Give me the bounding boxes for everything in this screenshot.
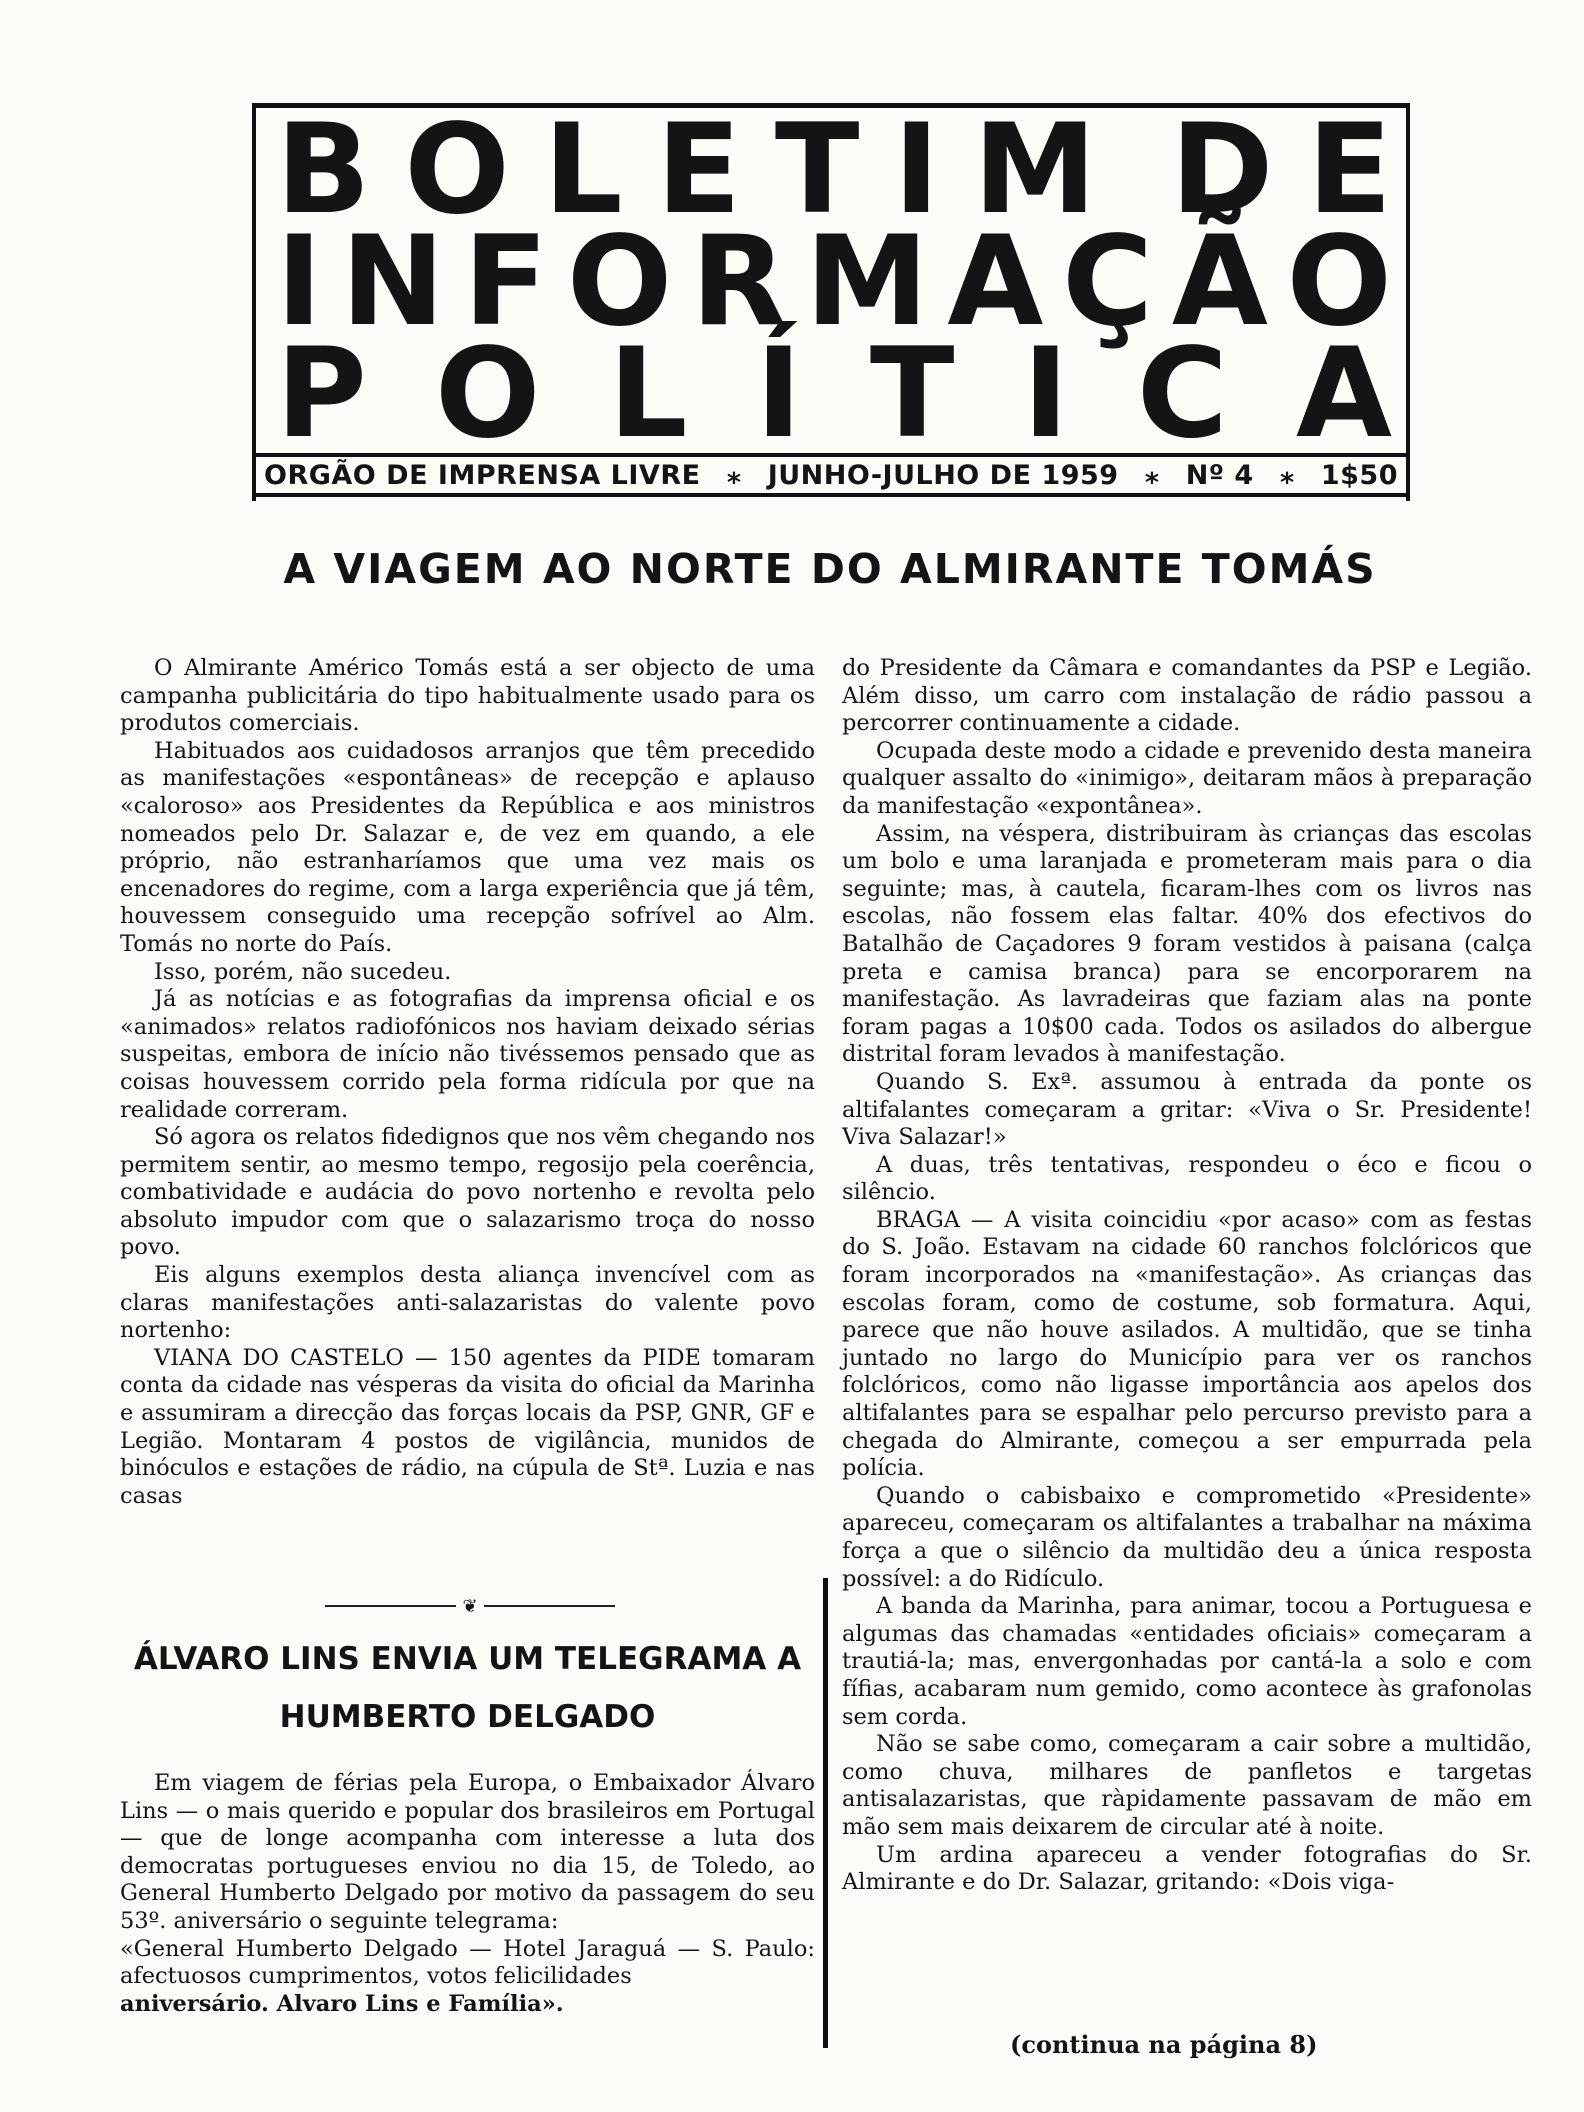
masthead-letter: I — [893, 98, 940, 242]
masthead-letter: D — [1170, 98, 1274, 242]
masthead-letter: E — [656, 98, 742, 242]
article-paragraph: Ocupada deste modo a cidade e prevenido desta maneira qualquer assalto do «inimigo», deitaram mãos à preparação da manifestação «expontânea». — [842, 737, 1532, 819]
telegram-signature: aniversário. Alvaro Lins e Família». — [120, 1990, 564, 2017]
article-paragraph: Só agora os relatos fidedignos que nos vêm chegando nos permitem sentir, ao mesmo tempo, regosijo pela coerência, combatividade e audácia do povo nortenho e revolta pelo absoluto impudor com que o salazarismo troça do nosso povo. — [120, 1124, 815, 1261]
article-paragraph: Não se sabe como, começaram a cair sobre a multidão, como chuva, milhares de panfletos e targetas antisalazaristas, que ràpidamente passavam de mão em mão sem mais deixarem de circular até à noite. — [842, 1731, 1532, 1840]
article-paragraph: do Presidente da Câmara e comandantes da PSP e Legião. Além disso, um carro com instalação de rádio passou a percorrer continuamente a cidade. — [842, 655, 1532, 737]
article-paragraph: O Almirante Américo Tomás está a ser objecto de uma campanha publicitária do tipo habitualmente usado para os produtos comerciais. — [120, 655, 815, 737]
ornament-icon: ❦ — [462, 1595, 478, 1617]
article-paragraph: VIANA DO CASTELO — 150 agentes da PIDE tomaram conta da cidade nas vésperas da visita do oficial da Marinha e assumiram a direcção das forças locais da PSP, GNR, GF e Legião. Montaram 4 postos de vigilância, munidos de binóculos e estações de rádio, na cúpula de Stª. Luzia e nas casas — [120, 1344, 815, 1509]
article-paragraph: Quando S. Exª. assumou à entrada da ponte os altifalantes começaram a gritar: «Viva o Sr. Presidente! Viva Salazar!» — [842, 1068, 1532, 1151]
masthead-letter: R — [691, 210, 787, 354]
issue-price: 1$50 — [1320, 459, 1398, 491]
masthead-letter: Ã — [1171, 210, 1268, 354]
masthead-letter: N — [340, 210, 445, 354]
second-article-title-line: ÁLVARO LINS ENVIA UM TELEGRAMA A — [133, 1641, 802, 1677]
second-article-body — [120, 1770, 815, 2018]
issue-number: Nº 4 — [1185, 459, 1254, 491]
masthead-letter: A — [1295, 322, 1392, 466]
article-column-right — [842, 655, 1532, 1897]
masthead-letter: T — [774, 98, 860, 242]
star-icon: ⁎ — [1144, 459, 1160, 491]
masthead-letter: L — [543, 98, 623, 242]
masthead — [252, 98, 1410, 501]
article-paragraph: Já as notícias e as fotografias da imprensa oficial e os «animados» relatos radiofónicos nos haviam deixado sérias suspeitas, embora de início não tivéssemos pensado que as coisas houvessem corrido pela forma ridícula por que na realidade correram. — [120, 986, 815, 1123]
masthead-letter: E — [1307, 98, 1392, 242]
continued-on-page-note: (continua na página 8) — [1010, 2030, 1318, 2059]
second-article-title — [120, 1630, 815, 1746]
main-headline: A VIAGEM AO NORTE DO ALMIRANTE TOMÁS — [283, 545, 1377, 593]
masthead-letter: I — [1022, 322, 1069, 466]
article-paragraph: Quando o cabisbaixo e comprometido «Presidente» apareceu, começaram os altifalantes a trabalhar na máxima força a que o silêncio da multidão deu a única resposta possível: a do Ridículo. — [842, 1482, 1532, 1592]
article-paragraph: Habituados aos cuidadosos arranjos que têm precedido as manifestações «espontâneas» de recepção e aplauso «caloroso» aos Presidentes da República e aos ministros nomeados pelo Dr. Salazar e, de vez em quando, a ele próprio, não estranharíamos que uma vez mais os encenadores do regime, com a larga experiência que já têm, houvessem conseguido uma recepção sofrível ao Alm. Tomás no norte do País. — [120, 737, 815, 957]
column-rule — [823, 1578, 828, 2048]
article-paragraph: A duas, três tentativas, respondeu o éco e ficou o silêncio. — [842, 1151, 1532, 1206]
masthead-letter: Í — [755, 322, 802, 466]
masthead-letter: P — [276, 322, 367, 466]
masthead-letter: O — [1286, 210, 1392, 354]
masthead-letter: O — [566, 210, 673, 354]
masthead-letter: F — [463, 210, 549, 354]
section-divider — [325, 1596, 615, 1616]
masthead-letter: C — [1136, 322, 1228, 466]
telegram-text: «General Humberto Delgado — Hotel Jaraguá — S. Paulo: afectuosos cumprimentos, votos felicilidades — [120, 1935, 815, 1990]
article-paragraph: Assim, na véspera, distribuiram às crianças das escolas um bolo e uma laranjada e prometeram mais para o dia seguinte; mas, à cautela, ficaram-lhes com os livros nas escolas, não fossem elas faltar. 40% dos efectivos do Batalhão de Caçadores 9 foram vestidos à paisana (calça preta e camisa branca) para se encorporarem na manifestação. As lavradeiras que faziam alas na ponte foram pagas a 10$00 cada. Todos os asilados do albergue distrital foram levados à manifestação. — [842, 820, 1532, 1068]
masthead-letter: O — [404, 98, 510, 242]
masthead-letter: L — [608, 322, 688, 466]
article-paragraph: Isso, porém, não sucedeu. — [154, 958, 452, 985]
article-paragraph: Em viagem de férias pela Europa, o Embaixador Álvaro Lins — o mais querido e popular dos brasileiros em Portugal — que de longe acompanha com interesse a luta dos democratas portugueses enviou no dia 15, de Toledo, ao General Humberto Delgado por motivo da passagem do seu 53º. aniversário o seguinte telegrama: — [120, 1770, 815, 1934]
star-icon: ⁎ — [1279, 459, 1295, 491]
star-icon: ⁎ — [726, 459, 742, 491]
masthead-letter: B — [276, 98, 371, 242]
masthead-letter: M — [805, 210, 929, 354]
masthead-letter: I — [276, 210, 323, 354]
masthead-publisher: ORGÃO DE IMPRENSA LIVRE — [264, 459, 701, 491]
masthead-letter: A — [947, 210, 1044, 354]
masthead-letter: T — [869, 322, 955, 466]
article-paragraph: Um ardina apareceu a vender fotografias do Sr. Almirante e do Dr. Salazar, gritando: «Dois viga- — [842, 1841, 1532, 1896]
article-paragraph: A banda da Marinha, para animar, tocou a Portuguesa e algumas das chamadas «entidades oficiais» começaram a trautiá-la; mas, envergonhadas por cantá-la a solo e com fífias, acabaram num gemido, como acontece às grafonolas sem corda. — [842, 1593, 1532, 1730]
second-article-title-line: HUMBERTO DELGADO — [279, 1699, 656, 1735]
masthead-letter: M — [973, 98, 1097, 242]
masthead-letter: Ç — [1062, 210, 1154, 354]
article-paragraph: Eis alguns exemplos desta aliança invencível com as claras manifestações anti-salazaristas do valente povo nortenho: — [120, 1262, 815, 1344]
issue-date: JUNHO-JULHO DE 1959 — [767, 459, 1119, 491]
masthead-subtitle-bar — [256, 453, 1406, 497]
masthead-letter: O — [435, 322, 541, 466]
masthead-line-politica — [276, 322, 1392, 466]
article-column-left — [120, 655, 815, 1510]
article-paragraph: BRAGA — A visita coincidiu «por acaso» com as festas do S. João. Estavam na cidade 60 ranchos folclóricos que foram incorporados na «manifestação». As crianças das escolas foram, como de costume, sob formatura. Aqui, parece que não houve asilados. A multidão, que se tinha juntado no largo do Município para ver os ranchos folclóricos, como não ligasse importância aos apelos dos altifalantes para se espalhar pelo percurso previsto para a chegada do Almirante, começou a ser empurrada pela polícia. — [842, 1206, 1532, 1482]
